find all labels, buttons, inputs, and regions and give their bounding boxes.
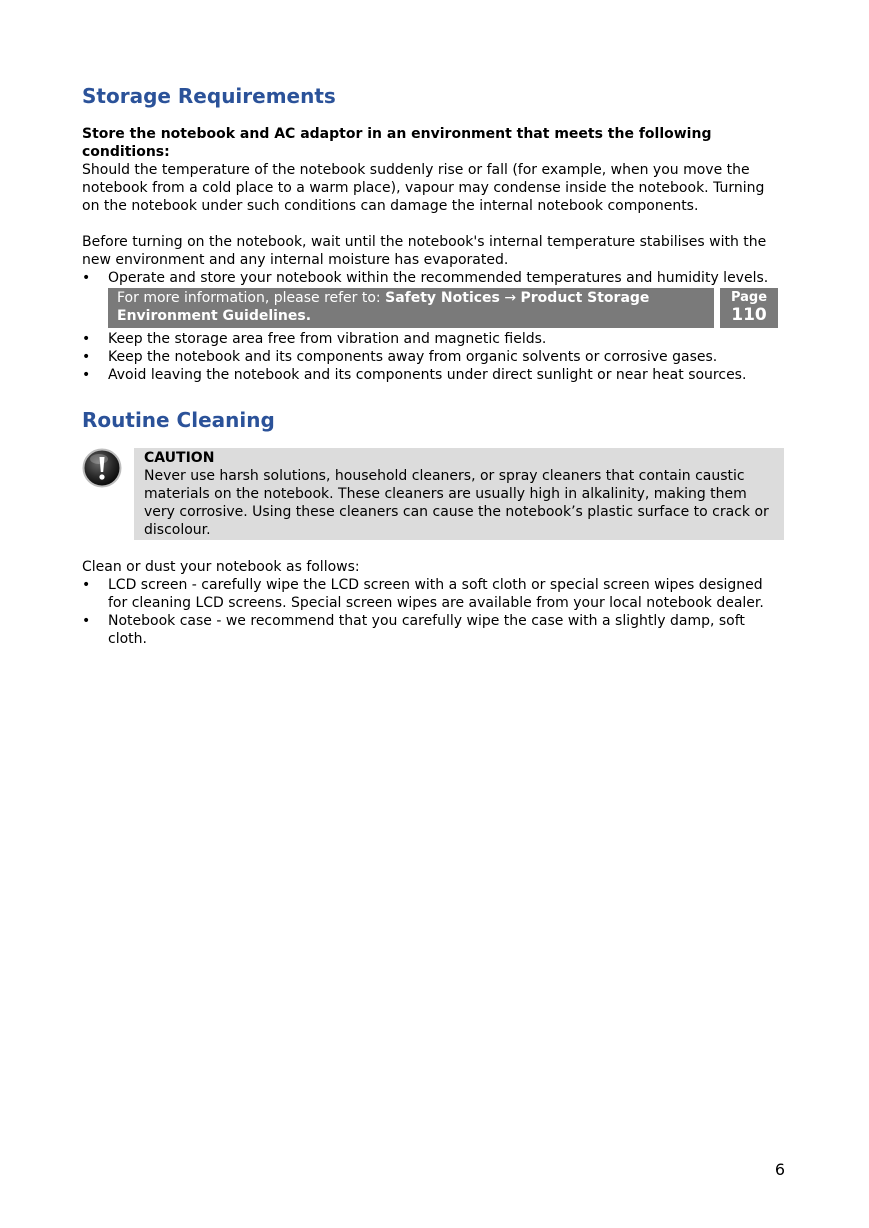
- list-item: • LCD screen - carefully wipe the LCD screen with a soft cloth or special screen wipes designed for cleaning LCD screens. Special screen wipes are available from your local notebook dealer.: [82, 577, 764, 611]
- reference-page-link[interactable]: [718, 288, 778, 328]
- list-item: • Operate and store your notebook within the recommended temperatures and humidity levels.: [82, 270, 769, 286]
- storage-bullet-list-2: [82, 330, 784, 384]
- bullet-icon: •: [82, 577, 91, 593]
- caution-notice: [82, 448, 784, 540]
- reference-section: Safety Notices: [385, 290, 500, 306]
- caution-text: Never use harsh solutions, household cleaners, or spray cleaners that contain caustic materials on the notebook. These cleaners are usually high in alkalinity, making them very corrosive. Using these cleaners can cause the notebook’s plastic surface to crack or discolour.: [144, 468, 769, 538]
- bullet-icon: •: [82, 270, 91, 286]
- storage-bullet-list: [82, 269, 784, 287]
- storage-intro: Store the notebook and AC adaptor in an environment that meets the following conditions:: [82, 126, 712, 160]
- reference-page-number: 110: [731, 305, 767, 325]
- caution-box: [134, 448, 784, 540]
- storage-heading: Storage Requirements: [82, 84, 336, 108]
- cleaning-bullet-list: [82, 576, 784, 648]
- reference-target: Product Storage Environment Guidelines.: [117, 290, 650, 324]
- exclamation-icon: [82, 448, 122, 488]
- storage-paragraph-1: Should the temperature of the notebook suddenly rise or fall (for example, when you move the notebook from a cold place to a warm place), vapour may condense inside the notebook. Turning on the notebook under such conditions can damage the internal notebook components.: [82, 162, 765, 214]
- arrow-icon: →: [504, 290, 517, 306]
- page-number: 6: [774, 1160, 785, 1179]
- cleaning-intro: Clean or dust your notebook as follows:: [82, 559, 360, 575]
- bullet-icon: •: [82, 613, 91, 629]
- cleaning-heading: Routine Cleaning: [82, 408, 275, 432]
- list-item: • Keep the storage area free from vibration and magnetic fields.: [82, 331, 547, 347]
- bullet-icon: •: [82, 331, 91, 347]
- storage-paragraph-2: Before turning on the notebook, wait until the notebook's internal temperature stabilises with the new environment and any internal moisture has evaporated.: [82, 234, 767, 268]
- list-item: • Avoid leaving the notebook and its components under direct sunlight or near heat sources.: [82, 367, 747, 383]
- list-item: • Keep the notebook and its components away from organic solvents or corrosive gases.: [82, 349, 718, 365]
- reference-page-label: Page: [730, 290, 768, 305]
- caution-icon-wrap: [82, 448, 134, 540]
- bullet-icon: •: [82, 349, 91, 365]
- caution-title: CAUTION: [144, 450, 215, 466]
- reference-text: For more information, please refer to: Safety Notices → Product Storage Environment Guidelines.: [108, 288, 714, 328]
- page-content: [82, 84, 784, 648]
- bullet-icon: •: [82, 367, 91, 383]
- reference-bar[interactable]: [108, 288, 778, 328]
- list-item: • Notebook case - we recommend that you carefully wipe the case with a slightly damp, soft cloth.: [82, 613, 745, 647]
